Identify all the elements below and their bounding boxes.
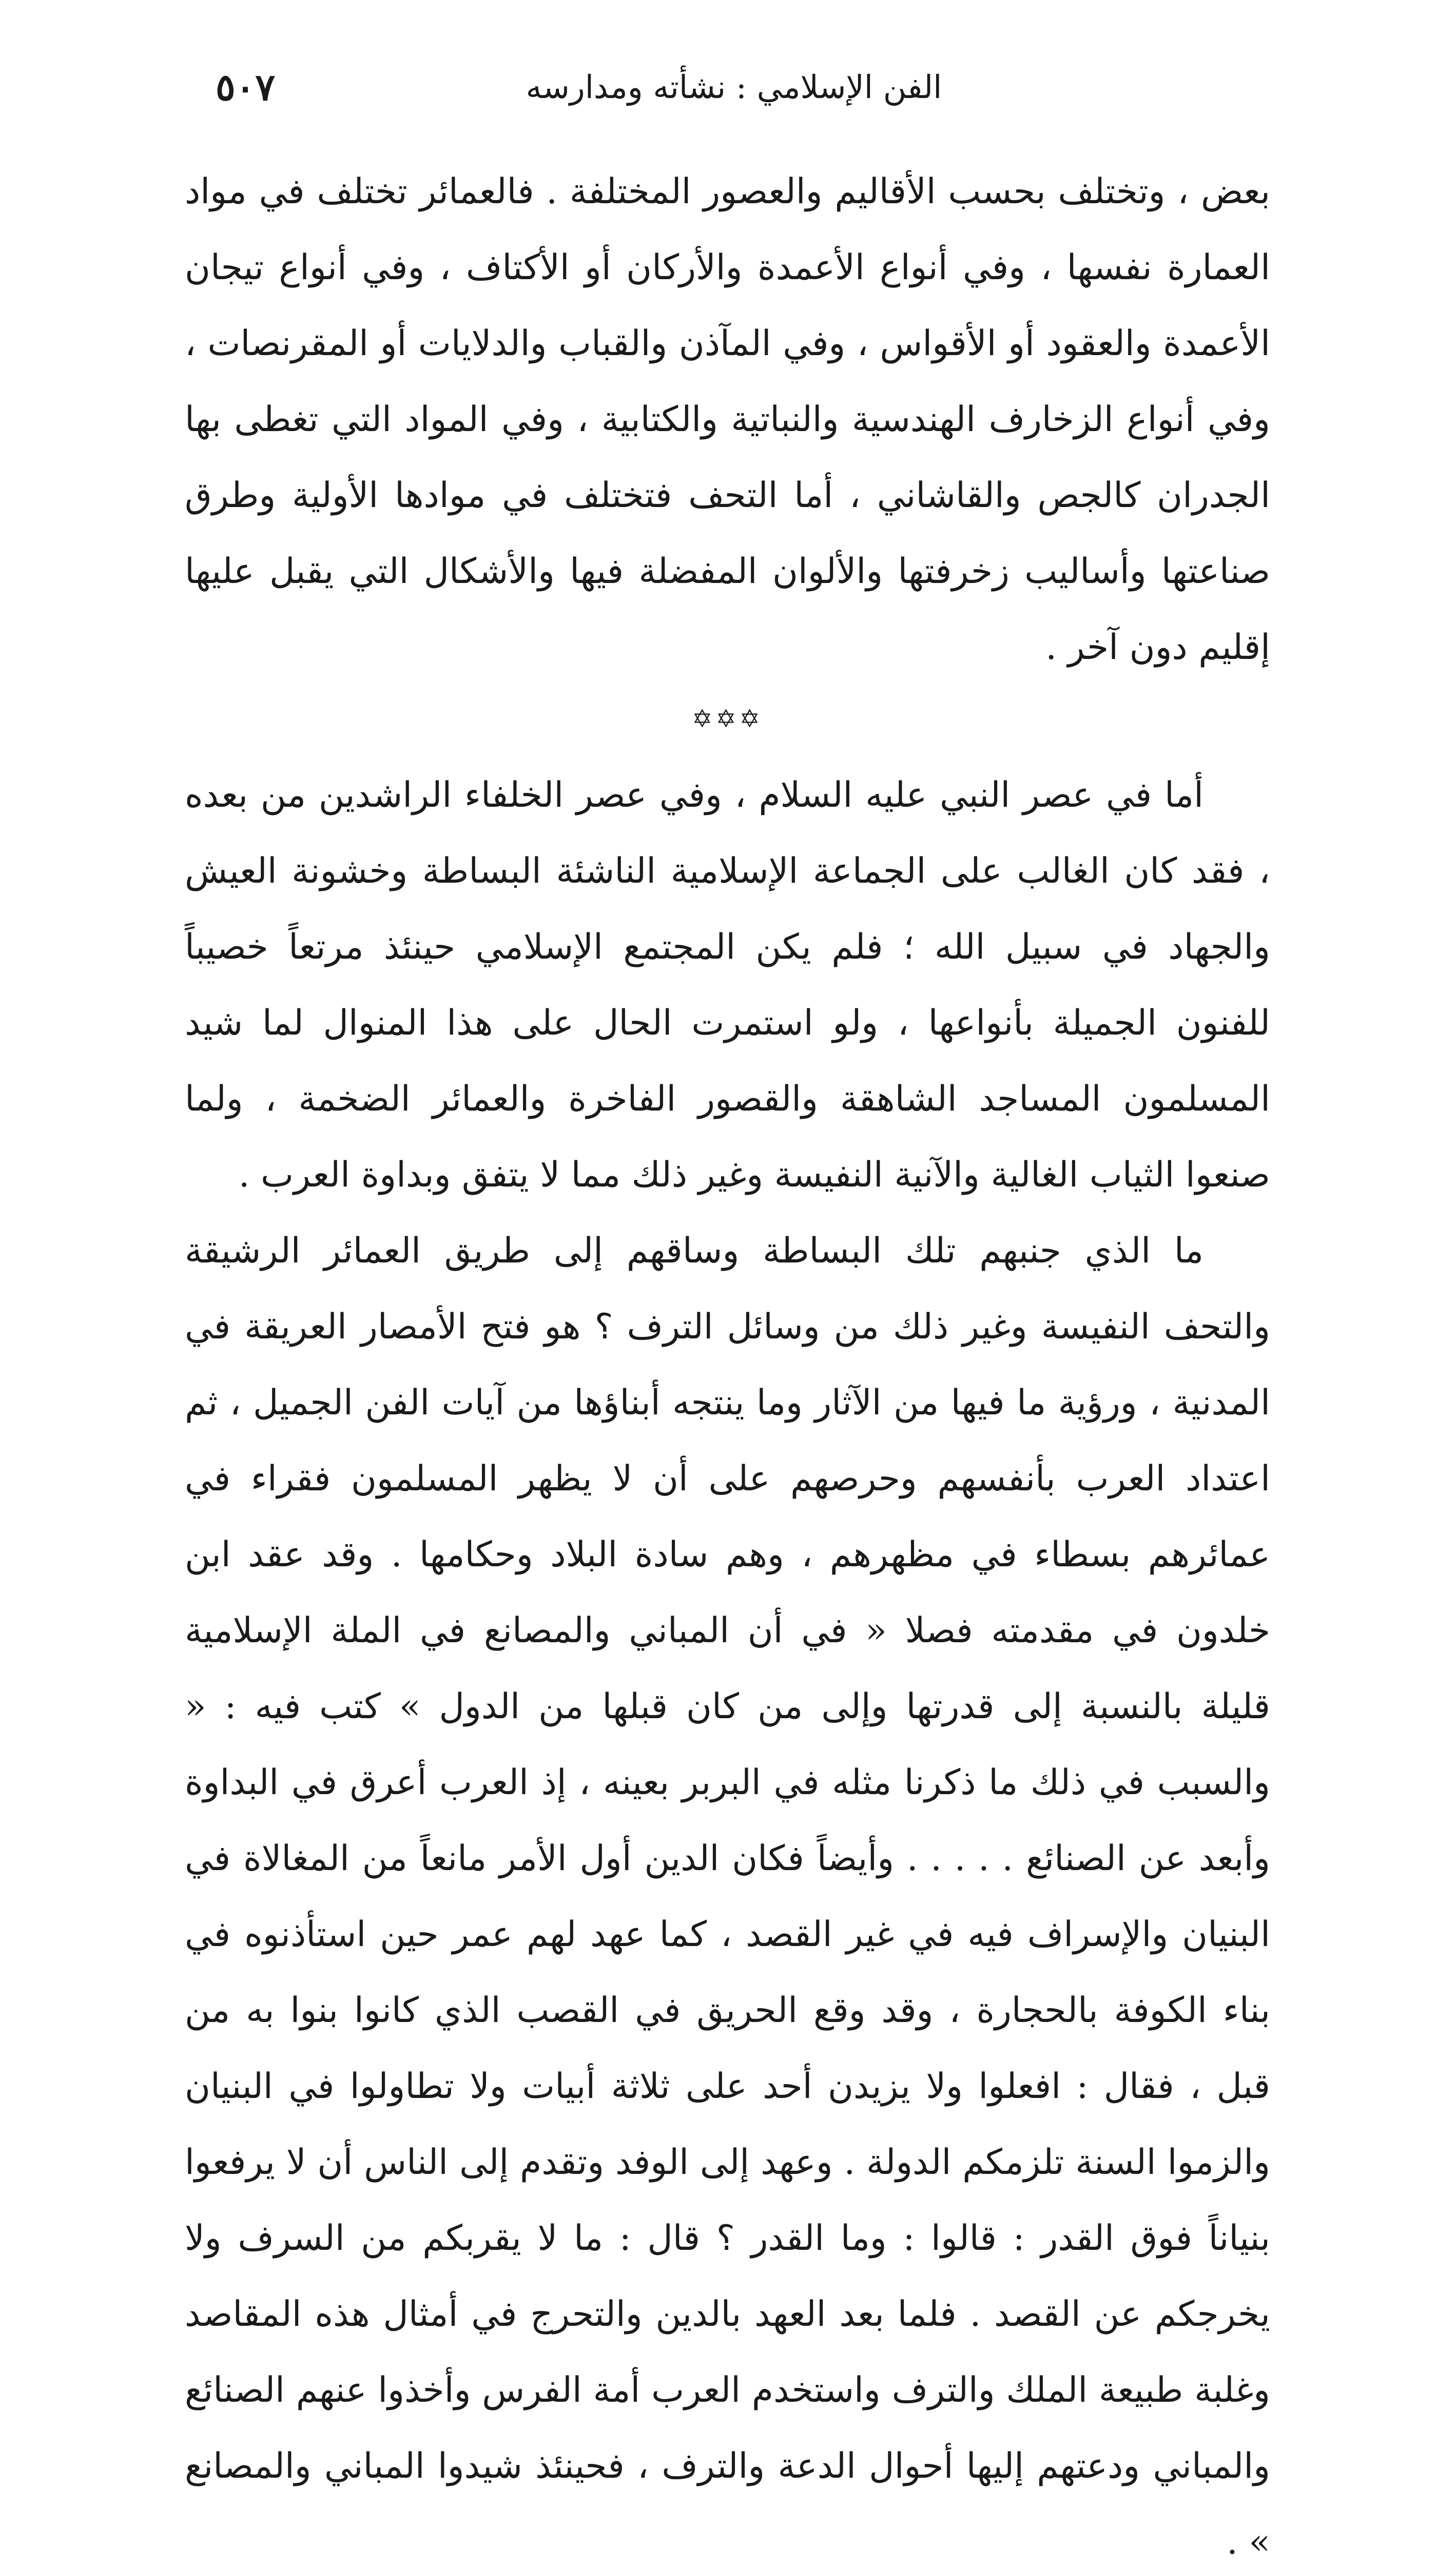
paragraph-materials: بعض ، وتختلف بحسب الأقاليم والعصور المختلفة . فالعمائر تختلف في مواد العمارة نفسها ، وفي أنواع الأعمدة والأركان أو الأكتاف ، وفي أنواع تيجان الأعمدة والعقود أو الأقواس ، وفي المآذن والقباب والدلايات أو المقرنصات ، وفي أنواع الزخارف الهندسية والنباتية والكتابية ، وفي المواد التي تغطى بها الجدران كالجص والقاشاني ، أما التحف فتختلف في موادها الأولية وطرق صناعتها وأساليب زخرفتها والألوان المفضلة فيها والأشكال التي يقبل عليها إقليم دون آخر .	[185, 171, 1270, 668]
paragraph-ibn-khaldun: ما الذي جنبهم تلك البساطة وساقهم إلى طريق العمائر الرشيقة والتحف النفيسة وغير ذلك من وسائل الترف ؟ هو فتح الأمصار العريقة في المدنية ، ورؤية ما فيها من الآثار وما ينتجه أبناؤها من آيات الفن الجميل ، ثم اعتداد العرب بأنفسهم وحرصهم على أن لا يظهر المسلمون فقراء في عمائرهم بسطاء في مظهرهم ، وهم سادة البلاد وحكامها . وقد عقد ابن خلدون في مقدمته فصلا « في أن المباني والمصانع في الملة الإسلامية قليلة بالنسبة إلى قدرتها وإلى من كان قبلها من الدول » كتب فيه : « والسبب في ذلك ما ذكرنا مثله في البربر بعينه ، إذ العرب أعرق في البداوة وأبعد عن الصنائع . . . . . وأيضاً فكان الدين أول الأمر مانعاً من المغالاة في البنيان والإسراف فيه في غير القصد ، كما عهد لهم عمر حين استأذنوه في بناء الكوفة بالحجارة ، وقد وقع الحريق في القصب الذي كانوا بنوا به من قبل ، فقال : افعلوا ولا يزيدن أحد على ثلاثة أبيات ولا تطاولوا في البنيان والزموا السنة تلزمكم الدولة . وعهد إلى الوفد وتقدم إلى الناس أن لا يرفعوا بنياناً فوق القدر : قالوا : وما القدر ؟ قال : ما لا يقربكم من السرف ولا يخرجكم عن القصد . فلما بعد العهد بالدين والتحرج في أمثال هذه المقاصد وغلبة طبيعة الملك والترف واستخدم العرب أمة الفرس وأخذوا عنهم الصنائع والمباني ودعتهم إليها أحوال الدعة والترف ، فحينئذ شيدوا المباني والمصانع » .	[185, 1231, 1270, 2562]
page-header	[216, 62, 1247, 118]
running-title: الفن الإسلامي : نشأته ومدارسه	[526, 68, 942, 106]
body-text	[185, 154, 1270, 2566]
paragraph-early-islam: أما في عصر النبي عليه السلام ، وفي عصر الخلفاء الراشدين من بعده ، فقد كان الغالب على الجماعة الإسلامية الناشئة البساطة وخشونة العيش والجهاد في سبيل الله ؛ فلم يكن المجتمع الإسلامي حينئذ مرتعاً خصيباً للفنون الجميلة بأنواعها ، ولو استمرت الحال على هذا المنوال لما شيد المسلمون المساجد الشاهقة والقصور الفاخرة والعمائر الضخمة ، ولما صنعوا الثياب الغالية والآنية النفيسة وغير ذلك مما لا يتفق وبداوة العرب .	[185, 775, 1270, 1195]
section-separator-stars: ✡✡✡	[692, 705, 763, 733]
page-number: ٥٠٧	[216, 65, 276, 109]
